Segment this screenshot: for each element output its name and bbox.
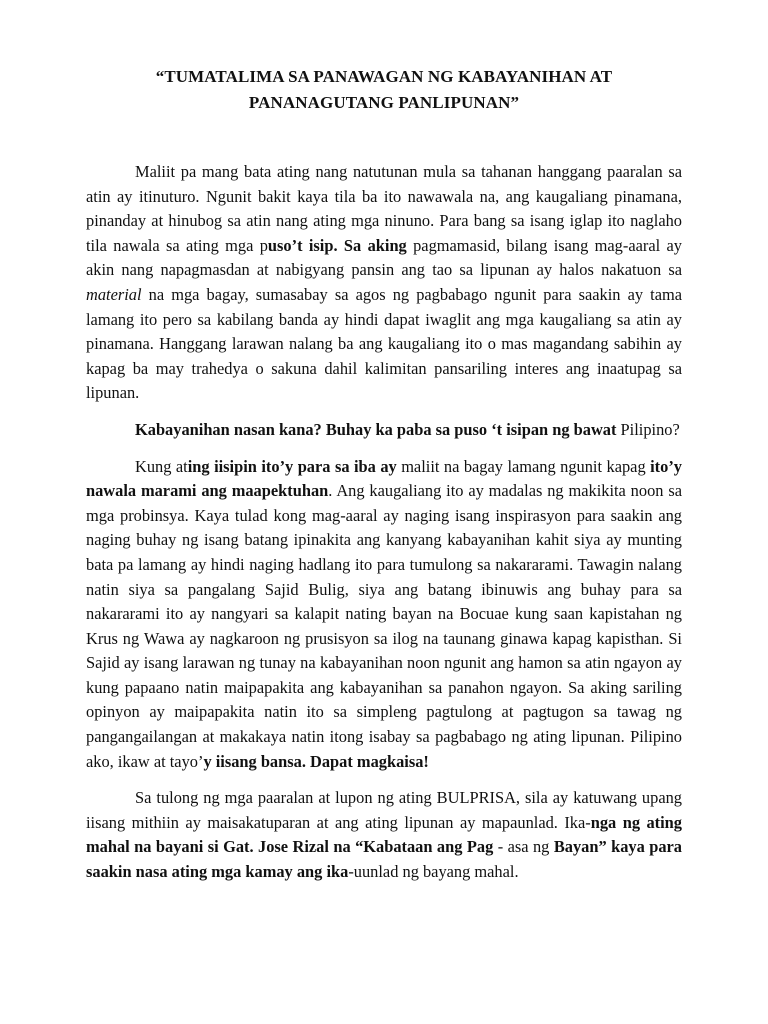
paragraph-2-bold: Kabayanihan nasan kana? Buhay ka paba sa puso ‘t isipan ng bawat bbox=[135, 419, 617, 439]
paragraph-4-text-a: Sa tulong ng mga paaralan at lupon ng ating BULPRISA, sila ay katuwang upang iisang mithiin ay maisakatuparan at ang ating lipunan ay mapaunlad. Ika- bbox=[86, 788, 682, 832]
paragraph-4 bbox=[86, 786, 682, 884]
title-line-2: PANANAGUTANG PANLIPUNAN” bbox=[248, 93, 520, 112]
document-title bbox=[86, 64, 682, 116]
paragraph-3-bold-1: ing iisipin ito’y para sa iba ay bbox=[187, 456, 397, 476]
paragraph-3-text-a: Kung at bbox=[135, 456, 188, 476]
paragraph-4-text-c: - asa ng bbox=[493, 837, 554, 857]
paragraph-4-bold-1: nga ng ating mahal na bayani si Gat. Jose Rizal na “Kabataan ang Pag bbox=[86, 812, 682, 857]
paragraph-3-bold-3: y iisang bansa. Dapat magkaisa! bbox=[203, 751, 429, 771]
paragraph-3-text-e: . Ang kaugaliang ito ay madalas ng makikita noon sa mga probinsya. Kaya tulad kong mag-aaral ay naging isang inspirasyon para saakin ang naging buhay ng isang batang ipinakita ang kanyang kabayanihan kahit siya ay munting bata pa lamang ay hindi naging hadlang ito para tumulong sa nakararami. Tawagin nalang natin siya sa pangalang Sajid Bulig, siya ang batang ibinuwis ang buhay para sa nakararami ito ay nangyari sa kalapit nating bayan na Bocuae kung saan kapistahan ng Krus ng Wawa ay nagkaroon ng prusisyon sa ilog na taunang ginawa kapag kapisthan. Si Sajid ay isang larawan ng tunay na kabayanihan noon ngunit ang hamon sa atin ngayon ay kung papaano natin maipapakita ang kabayanihan sa panahon ngayon. Sa aking sariling opinyon ay maipapakita natin ito sa simpleng pagtulong at pagtugon sa tawag ng pangangailangan at makakaya natin itong isabay sa pagbabago ng ating lipunan. Pilipino ako, ikaw at tayo’ bbox=[86, 481, 682, 771]
paragraph-4-text-e: -uunlad ng bayang mahal. bbox=[348, 862, 519, 882]
paragraph-1-text-e: na mga bagay, sumasabay sa agos ng pagbabago ngunit para saakin ay tama lamang ito pero sa kabilang banda ay hindi dapat iwaglit ang mga kaugaliang sa atin ay pinamana. Hanggang larawan nalang ba ang kaugaliang ito o mas magandang sabihin ay kapag ba may trahedya o sakuna dahil kalimitan pansariling interes ang inaatupag sa lipunan. bbox=[86, 284, 682, 403]
paragraph-4-bold-2: Bayan” kaya para saakin nasa ating mga kamay ang ika bbox=[86, 837, 682, 882]
paragraph-1-text-a: Maliit pa mang bata ating nang natutunan mula sa tahanan hanggang paaralan sa atin ay itinuturo. Ngunit bakit kaya tila ba ito nawawala na, ang kaugaliang pinamana, pinanday at hinubog sa atin nang ating mga ninuno. Para bang sa isang iglap ito naglaho tila nawala sa ating mga p bbox=[86, 162, 682, 255]
paragraph-3 bbox=[86, 455, 682, 775]
paragraph-3-text-c: maliit na bagay lamang ngunit kapag bbox=[396, 456, 651, 476]
paragraph-1 bbox=[86, 160, 682, 406]
paragraph-2 bbox=[86, 418, 682, 443]
paragraph-1-text-c: pagmamasid, bilang isang mag-aaral ay akin nang napagmasdan at nabigyang pansin ang tao sa lipunan ay halos nakatuon sa bbox=[86, 235, 682, 280]
paragraph-2-text: Pilipino? bbox=[616, 419, 680, 439]
paragraph-1-bold: uso’t isip. Sa aking bbox=[267, 235, 407, 255]
paragraph-1-italic: material bbox=[86, 284, 142, 304]
paragraph-3-bold-2: ito’y nawala marami ang maapektuhan bbox=[86, 456, 682, 501]
title-line-1: “TUMATALIMA SA PANAWAGAN NG KABAYANIHAN AT bbox=[155, 67, 613, 86]
